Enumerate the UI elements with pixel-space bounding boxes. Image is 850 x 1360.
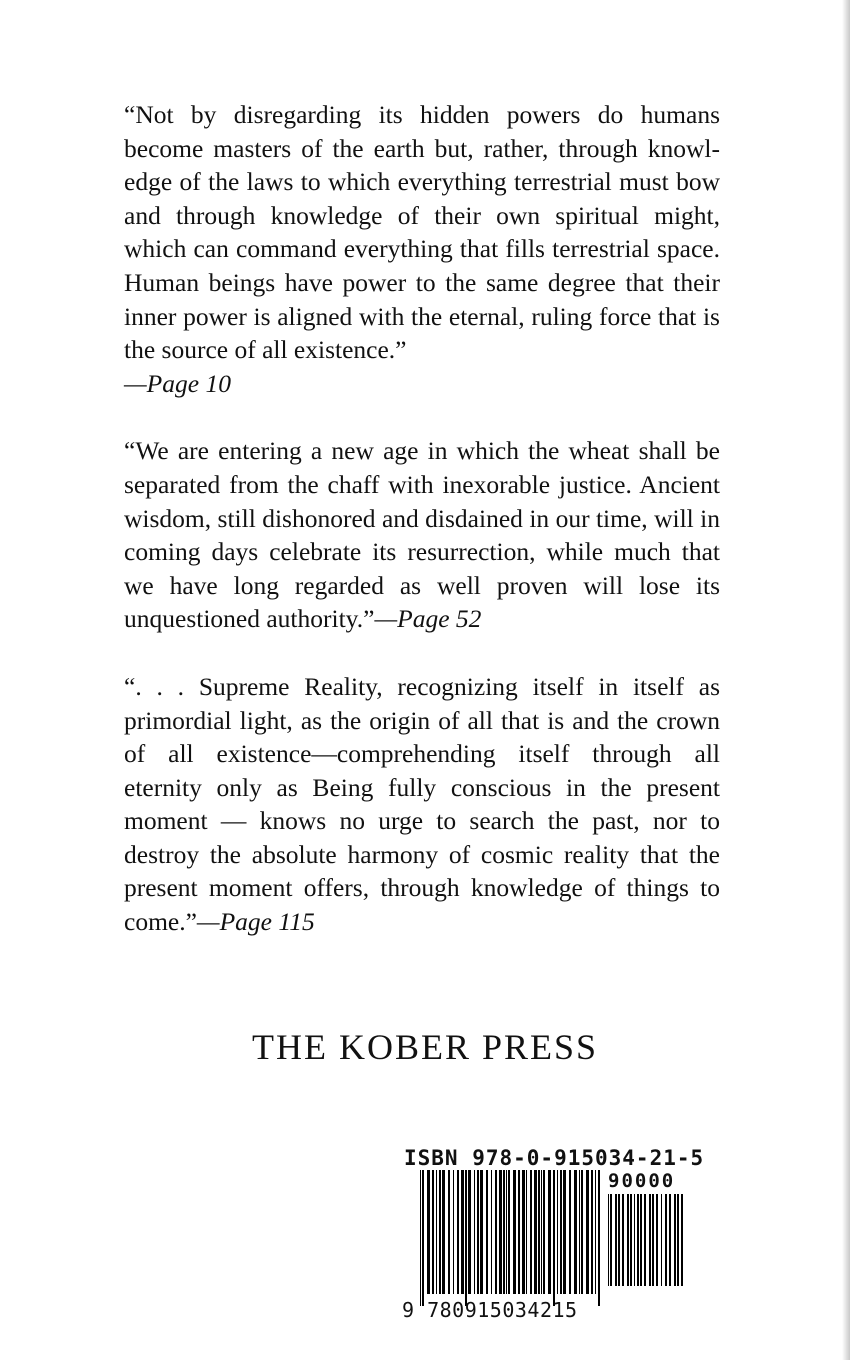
- barcode-bar: [665, 1194, 667, 1286]
- barcode-bar: [618, 1194, 620, 1286]
- barcode-bar: [474, 1170, 475, 1294]
- ean-first-digit: 9: [402, 1298, 415, 1322]
- barcode-bar: [557, 1170, 558, 1294]
- addon-barcode-bars: [608, 1194, 688, 1298]
- barcode-bar: [656, 1194, 658, 1286]
- barcode-bar: [652, 1194, 654, 1286]
- isbn-barcode: [402, 1146, 705, 1326]
- barcode-bar: [427, 1170, 430, 1294]
- barcode-bar: [560, 1170, 562, 1294]
- isbn-label: ISBN 978-0-915034-21-5: [404, 1146, 705, 1170]
- barcode-bar: [586, 1170, 589, 1294]
- barcode-bar: [518, 1170, 520, 1294]
- barcode-bar: [491, 1170, 492, 1294]
- barcode-bar: [503, 1170, 505, 1294]
- quote-2-attribution: —Page 52: [374, 604, 482, 634]
- barcode-bar: [508, 1170, 510, 1294]
- quote-3-text: “. . . Supreme Reality, recognizing itself in itself as primordial light, as the origin of all that is and the crown of all existence—comprehending itself through all eternity only as Being fully conscious in the present moment — knows no urge to search the past, nor to destroy the absolute harmony of cosmic reality that the present moment offers, through knowledge of things to come.”: [124, 671, 720, 937]
- barcode-bar: [453, 1170, 454, 1294]
- price-code: 90000: [608, 1170, 676, 1192]
- barcode-bar: [563, 1170, 566, 1294]
- barcode-bar: [486, 1170, 488, 1294]
- barcode-bar: [595, 1170, 596, 1294]
- barcode-bar: [661, 1194, 662, 1286]
- barcode-bar: [622, 1194, 624, 1286]
- barcode-bar: [574, 1170, 577, 1294]
- barcode-bar: [461, 1170, 464, 1294]
- barcode-bar: [627, 1194, 629, 1286]
- barcode-bar: [637, 1194, 639, 1286]
- barcode-bar: [432, 1170, 434, 1294]
- barcode-bar: [581, 1170, 583, 1294]
- barcode-bar: [465, 1170, 467, 1306]
- quote-2-text: “We are entering a new age in which the wheat shall be separated from the chaff with inexorable justice. Ancient wisdom, still dishonored and disdained in our time, will in coming days celebrate its resurrection, while much that we have long regarded as well proven will lose its unquestioned authority.”: [124, 436, 720, 634]
- barcode-bar: [480, 1170, 483, 1294]
- barcode-bar: [649, 1194, 651, 1286]
- barcode-bar: [457, 1170, 459, 1294]
- barcode-bar: [630, 1194, 632, 1286]
- barcode-bar: [608, 1194, 609, 1286]
- barcode-bar: [422, 1170, 424, 1306]
- barcode-bar: [499, 1170, 502, 1294]
- quote-3-attribution: —Page 115: [196, 907, 315, 937]
- barcode-bar: [677, 1194, 679, 1286]
- barcode-bar: [598, 1170, 600, 1306]
- barcode-bar: [477, 1170, 479, 1294]
- barcode-bar: [548, 1170, 551, 1294]
- barcode-bar: [538, 1170, 540, 1294]
- barcode-bar: [579, 1170, 580, 1294]
- barcode-bar: [436, 1170, 437, 1294]
- barcode-bar: [543, 1170, 545, 1294]
- quote-3: [124, 670, 720, 939]
- barcode-bar: [513, 1170, 516, 1294]
- ean-digit-string: 780915034215: [427, 1298, 578, 1322]
- barcode-bar: [530, 1170, 532, 1294]
- barcode-bar: [442, 1170, 445, 1294]
- quote-1: [124, 98, 720, 400]
- barcode-bar: [448, 1170, 450, 1294]
- barcode-bar: [681, 1194, 683, 1286]
- barcode-bar: [591, 1170, 593, 1294]
- quote-1-attribution: —Page 10: [124, 368, 231, 398]
- barcode-bar: [468, 1170, 471, 1294]
- barcode-bar: [541, 1170, 542, 1294]
- quote-2: [124, 434, 720, 636]
- barcode-bar: [420, 1170, 421, 1306]
- barcode-bar: [522, 1170, 525, 1294]
- barcode-bar: [634, 1194, 635, 1286]
- back-cover-quotes: [124, 98, 720, 973]
- barcode-bar: [610, 1194, 612, 1286]
- barcode-bar: [534, 1170, 537, 1294]
- ean-digits: [402, 1298, 578, 1322]
- page-edge-shadow: [842, 0, 850, 1360]
- barcode-bar: [526, 1170, 527, 1294]
- barcode-bar: [553, 1170, 555, 1306]
- barcode-bar: [439, 1170, 441, 1294]
- barcode-bar: [669, 1194, 671, 1286]
- barcode-bar: [674, 1194, 676, 1286]
- barcode-bar: [615, 1194, 617, 1286]
- barcode-bar: [644, 1194, 646, 1286]
- publisher-name: THE KOBER PRESS: [251, 1027, 599, 1067]
- barcode-bar: [640, 1194, 642, 1286]
- barcode-bar: [495, 1170, 497, 1294]
- barcode-bar: [569, 1170, 571, 1294]
- ean-barcode-bars: [420, 1170, 602, 1306]
- barcode-bar: [506, 1170, 507, 1294]
- quote-1-text: “Not by disregarding its hidden powers do humans become masters of the earth but, rather, through knowledge of the laws to which everything terrestrial must bow and through knowledge of their own spiritual might, which can command everything that fills terrestrial space. Human beings have power to the same degree that their inner power is aligned with the eternal, ruling force that is the source of all existence.”: [124, 100, 720, 365]
